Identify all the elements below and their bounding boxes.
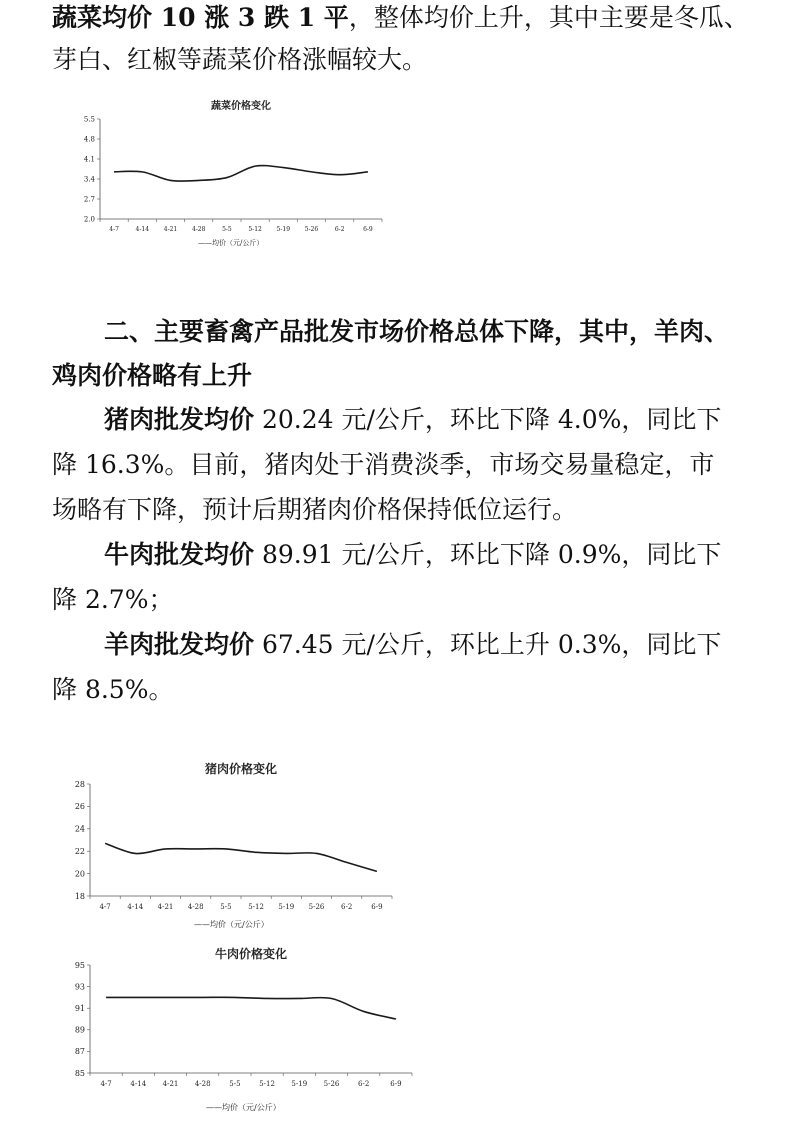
x-tick-label: 4-7 bbox=[100, 1080, 112, 1088]
beef-label: 牛肉批发均价 bbox=[104, 540, 255, 569]
beef-line2: 降 2.7%； bbox=[52, 585, 174, 614]
x-tick-label: 5-5 bbox=[229, 1080, 241, 1088]
x-tick-label: 6-2 bbox=[358, 1080, 370, 1088]
x-tick-label: 5-5 bbox=[222, 226, 232, 233]
x-tick-label: 6-2 bbox=[341, 903, 353, 911]
y-tick-label: 18 bbox=[74, 891, 85, 901]
series-line bbox=[105, 843, 377, 871]
y-tick-label: 5.5 bbox=[83, 115, 95, 124]
beef-line1-rest: 89.91 元/公斤，环比下降 0.9%，同比下 bbox=[254, 540, 722, 569]
series-line bbox=[106, 997, 396, 1019]
mutton-label: 羊肉批发均价 bbox=[104, 630, 255, 659]
pork-line3: 场略有下降，预计后期猪肉价格保持低位运行。 bbox=[52, 495, 578, 524]
x-tick-label: 6-9 bbox=[363, 226, 373, 233]
y-tick-label: 26 bbox=[74, 802, 85, 812]
chart-title: 猪肉价格变化 bbox=[204, 762, 278, 776]
x-tick-label: 5-26 bbox=[323, 1080, 340, 1088]
pork-price-chart bbox=[60, 755, 410, 940]
x-tick-label: 6-9 bbox=[371, 903, 383, 911]
series-line bbox=[114, 166, 368, 182]
x-tick-label: 4-14 bbox=[135, 226, 150, 233]
mutton-line1-rest: 67.45 元/公斤，环比上升 0.3%，同比下 bbox=[254, 630, 722, 659]
y-tick-label: 4.8 bbox=[83, 135, 95, 144]
vegetable-summary-rest: ，整体均价上升，其中主要是冬瓜、 bbox=[348, 3, 749, 32]
pork-label: 猪肉批发均价 bbox=[104, 405, 255, 434]
y-tick-label: 28 bbox=[74, 779, 85, 789]
vegetable-summary-bold: 蔬菜均价 10 涨 3 跌 1 平 bbox=[52, 3, 349, 32]
y-tick-label: 87 bbox=[74, 1047, 85, 1057]
x-tick-label: 4-21 bbox=[162, 1080, 179, 1088]
chart-legend: ——均价（元/公斤） bbox=[198, 239, 264, 247]
x-tick-label: 5-5 bbox=[220, 903, 232, 911]
x-tick-label: 5-19 bbox=[278, 903, 295, 911]
x-tick-label: 5-12 bbox=[259, 1080, 275, 1088]
y-tick-label: 2.0 bbox=[83, 215, 95, 224]
beef-line1 bbox=[104, 533, 798, 577]
mutton-line1 bbox=[104, 623, 798, 667]
x-tick-label: 4-28 bbox=[187, 903, 204, 911]
x-tick-label: 4-7 bbox=[109, 226, 119, 233]
x-tick-label: 4-14 bbox=[127, 903, 144, 911]
pork-line2: 降 16.3%。目前，猪肉处于消费淡季，市场交易量稳定，市 bbox=[52, 450, 715, 479]
pork-line1-rest: 20.24 元/公斤，环比下降 4.0%，同比下 bbox=[254, 405, 722, 434]
x-tick-label: 4-28 bbox=[191, 226, 206, 233]
y-tick-label: 89 bbox=[74, 1025, 85, 1035]
x-tick-label: 4-21 bbox=[163, 226, 178, 233]
chart-title: 牛肉价格变化 bbox=[214, 947, 288, 961]
vegetable-summary-line1 bbox=[52, 0, 752, 40]
beef-price-chart bbox=[60, 940, 430, 1120]
y-tick-label: 20 bbox=[74, 869, 85, 879]
y-tick-label: 3.4 bbox=[83, 175, 95, 184]
y-tick-label: 4.1 bbox=[83, 155, 95, 164]
pork-line1 bbox=[104, 398, 798, 442]
x-tick-label: 5-19 bbox=[276, 226, 291, 233]
y-tick-label: 22 bbox=[74, 847, 85, 856]
x-tick-label: 4-28 bbox=[194, 1080, 211, 1088]
vegetable-price-chart bbox=[70, 95, 400, 260]
x-tick-label: 5-26 bbox=[308, 903, 325, 911]
chart-title: 蔬菜价格变化 bbox=[211, 101, 271, 112]
section2-heading-line2: 鸡肉价格略有上升 bbox=[52, 361, 253, 390]
x-tick-label: 5-12 bbox=[248, 903, 264, 911]
x-tick-label: 4-7 bbox=[99, 903, 111, 911]
x-tick-label: 6-2 bbox=[334, 226, 345, 233]
y-tick-label: 93 bbox=[74, 982, 85, 992]
y-tick-label: 24 bbox=[74, 824, 85, 834]
chart-legend: ——均价（元/公斤） bbox=[206, 1103, 281, 1112]
x-tick-label: 6-9 bbox=[390, 1080, 402, 1088]
y-tick-label: 91 bbox=[74, 1004, 85, 1013]
x-tick-label: 4-14 bbox=[130, 1080, 147, 1088]
y-tick-label: 95 bbox=[74, 960, 85, 970]
x-tick-label: 5-19 bbox=[291, 1080, 308, 1088]
x-tick-label: 4-21 bbox=[157, 903, 174, 911]
x-tick-label: 5-26 bbox=[304, 226, 319, 233]
vegetable-summary-line2: 芽白、红椒等蔬菜价格涨幅较大。 bbox=[52, 45, 428, 74]
section2-heading-line1: 二、主要畜禽产品批发市场价格总体下降，其中，羊肉、 bbox=[104, 317, 730, 346]
y-tick-label: 2.7 bbox=[83, 195, 95, 204]
mutton-line2: 降 8.5%。 bbox=[52, 675, 174, 704]
x-tick-label: 5-12 bbox=[248, 226, 262, 233]
y-tick-label: 85 bbox=[74, 1068, 85, 1078]
chart-legend: ——均价（元/公斤） bbox=[194, 920, 269, 929]
